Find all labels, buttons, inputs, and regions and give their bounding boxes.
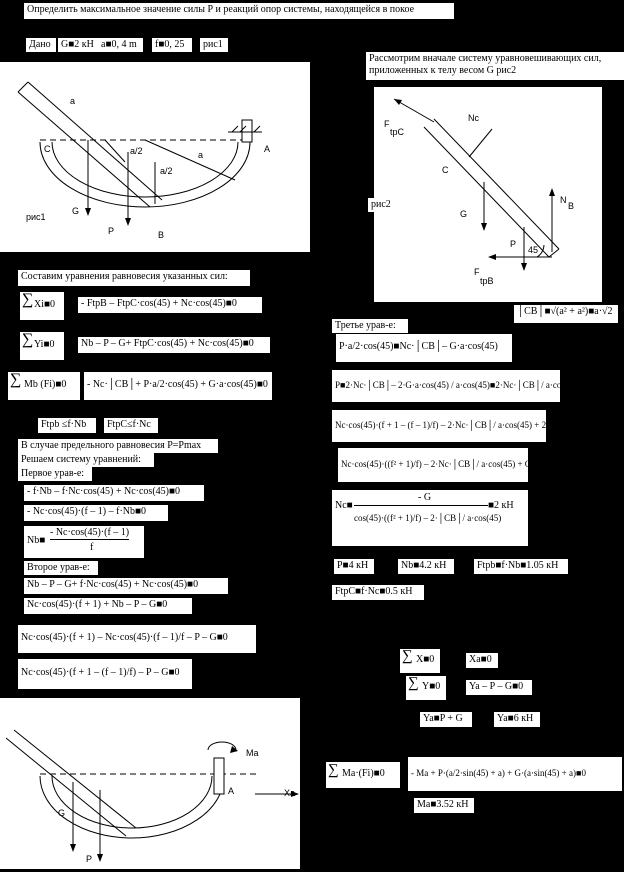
nc-formula-bar — [354, 505, 488, 506]
fig1-label-C: C — [44, 144, 51, 154]
fig2-label-ftpB: tpB — [480, 276, 494, 286]
second-eq-2: Nc·cos(45)·(f + 1) + Nb – P – G■0 — [24, 598, 192, 614]
eq-xi-rhs: - FtpB – FtpC·cos(45) + Nc·cos(45)■0 — [78, 297, 262, 313]
fig3-label-P: P — [86, 854, 93, 864]
part2-x-eq-text: X■0 — [416, 654, 435, 665]
fig1-label-a-half-2: a/2 — [160, 166, 173, 176]
fig2-label-F-bottom: F — [474, 267, 480, 277]
given-label: Дано — [26, 38, 56, 52]
sigma-icon: ∑ — [408, 675, 419, 691]
part2-ma-rhs: - Ma + P·(a/2·sin(45) + a) + G·(a·sin(45) + a)■0 — [408, 757, 622, 791]
eq-yi-lhs — [20, 332, 64, 360]
nc-formula-value: ■2 кН — [488, 500, 514, 511]
nc-formula-lhs: Nc■ — [335, 500, 353, 511]
fig1-caption: рис1 — [26, 212, 46, 222]
third-eq-3: Nc·cos(45)·(f + 1 – (f – 1)/f) – 2·Nc·│CB│/ a·cos(45) + 2·G – G■0 — [332, 410, 546, 442]
given-a: a■0, 4 m — [98, 38, 143, 52]
fig1-label-a-right: a — [198, 150, 204, 160]
part2-ma-lhs-text: Ma·(Fi)■0 — [342, 768, 385, 779]
fig2-label-angle: 45 — [528, 245, 539, 255]
part2-ya-expr: Ya■P + G — [420, 712, 472, 727]
section-equilibrium-heading: Составим уравнения равновесия указанных сил: — [18, 270, 250, 286]
fig1-label-G: G — [72, 206, 80, 216]
friction-c: FtpC≤f·Nc — [104, 418, 158, 433]
part2-ya-eq: Ya – P – G■0 — [466, 680, 532, 695]
nc-formula-num: - G — [418, 492, 432, 503]
part2-ya-value: Ya■6 кН — [494, 712, 540, 727]
nc-formula — [332, 490, 528, 546]
figure-2 — [374, 87, 602, 302]
fig2-caption: рис2 — [368, 198, 396, 212]
second-eq-1: Nb – P – G+ f·Nc·cos(45) + Nc·cos(45)■0 — [24, 578, 228, 594]
fig3-label-A: A — [228, 786, 235, 796]
sigma-icon: ∑ — [402, 648, 413, 664]
solve-note: Решаем систему уравнений: — [18, 453, 154, 467]
figure-1 — [0, 62, 310, 252]
eq-yi-lhs-text: Yi■0 — [34, 339, 55, 350]
part2-x-eq — [400, 649, 440, 673]
fig2-label-ftpC: tpC — [390, 127, 405, 137]
result-Ftpb: Ftpb■f·Nb■1.05 кН — [474, 559, 568, 574]
second-eq-3: Nc·cos(45)·(f + 1) – Nc·cos(45)·(f – 1)/f – P – G■0 — [18, 625, 256, 653]
second-eq-heading: Второе урав-е: — [24, 561, 98, 575]
sigma-icon: ∑ — [10, 371, 22, 388]
fig2-label-P: P — [510, 239, 517, 249]
fig2-label-B: B — [568, 201, 575, 211]
sigma-icon: ∑ — [328, 762, 339, 778]
fig3-label-G: G — [58, 808, 66, 818]
given-G: G■2 кН — [58, 38, 98, 52]
part2-ma-lhs — [326, 762, 400, 788]
sigma-icon: ∑ — [22, 331, 34, 348]
eq-yi-rhs: Nb – P – G+ FtpC·cos(45) + Nc·cos(45)■0 — [78, 337, 270, 353]
fig2-label-Nc: Nc — [468, 113, 479, 123]
fig2-label-N: N — [560, 195, 567, 205]
figure-3-drawing — [0, 698, 300, 869]
third-eq-1: P·a/2·cos(45)■Nc·│CB│– G·a·cos(45) — [336, 334, 512, 362]
fig1-label-A: A — [264, 144, 271, 154]
result-FtpC: FtpC■f·Nc■0.5 кН — [332, 585, 424, 600]
figure-3 — [0, 698, 300, 869]
result-P: P■4 кН — [334, 559, 374, 574]
eq-mb-lhs-text: Mb (Fi)■0 — [24, 379, 67, 390]
third-eq-4: Nc·cos(45)·((f² + 1)/f) – 2·Nc·│CB│/ a·cos(45) + G■0 — [338, 448, 528, 482]
first-eq-3-den: f — [90, 542, 94, 553]
second-eq-4: Nc·cos(45)·(f + 1 – (f – 1)/f) – P – G■0 — [18, 659, 192, 689]
fig1-label-a-top: a — [70, 96, 76, 106]
cb-length: │CB│■√(a² + a²)■a·√2 — [514, 305, 618, 323]
fig2-label-C: C — [442, 165, 449, 175]
part2-y-eq-text: Y■0 — [422, 681, 441, 692]
fig3-label-Ma: Ma — [246, 748, 259, 758]
first-eq-3 — [24, 526, 144, 558]
eq-xi-lhs-text: Xi■0 — [34, 299, 56, 310]
part2-xa: Xa■0 — [466, 653, 498, 668]
eq-mb-rhs: - Nc·│CB│+ P·a/2·cos(45) + G·a·cos(45)■0 — [84, 372, 272, 400]
first-eq-1: - f·Nb – f·Nc·cos(45) + Nc·cos(45)■0 — [24, 485, 204, 501]
third-eq-heading: Третье урав-е: — [332, 319, 408, 333]
friction-b: Ftpb ≤f·Nb — [38, 418, 96, 433]
first-eq-heading: Первое урав-е: — [18, 467, 92, 481]
problem-title: Определить максимальное значение силы Р и реакций опор системы, находящейся в покое — [24, 3, 454, 19]
eq-xi-lhs — [20, 292, 64, 320]
third-eq-2: P■2·Nc·│CB│– 2·G·a·cos(45) / a·cos(45)■2·Nc·│CB│/ a·cos(45) – 2·G — [332, 370, 560, 402]
fig2-label-G: G — [460, 209, 468, 219]
given-fig-ref: рис1 — [200, 38, 228, 52]
limit-note: В случае предельного равновесия P=Pmax — [18, 439, 218, 453]
fig1-label-B: B — [158, 230, 165, 240]
first-eq-3-num: - Nc·cos(45)·(f – 1) — [50, 527, 130, 538]
intro-system-2: Рассмотрим вначале систему уравновешивающих сил, приложенных к телу весом G рис2 — [366, 52, 624, 80]
fig2-label-F-top: F — [384, 119, 390, 129]
given-f: f■0, 25 — [152, 38, 192, 52]
first-eq-3-lhs: Nb■ — [27, 535, 46, 546]
sigma-icon: ∑ — [22, 291, 34, 308]
nc-formula-den: cos(45)·((f² + 1)/f) – 2·│CB│/ a·cos(45) — [354, 513, 502, 523]
fig1-label-a-half-1: a/2 — [130, 146, 143, 156]
fig1-label-P: P — [108, 226, 115, 236]
result-Nb: Nb■4.2 кН — [398, 559, 454, 574]
figure-2-drawing — [374, 87, 602, 302]
fig3-label-Xa: Xa — [284, 788, 296, 798]
part2-ma-value: Ma■3.52 кН — [414, 798, 474, 813]
part2-y-eq — [406, 676, 446, 700]
figure-1-drawing — [0, 62, 310, 252]
first-eq-2: - Nc·cos(45)·(f – 1) – f·Nb■0 — [24, 505, 168, 521]
eq-mb-lhs — [8, 372, 80, 400]
